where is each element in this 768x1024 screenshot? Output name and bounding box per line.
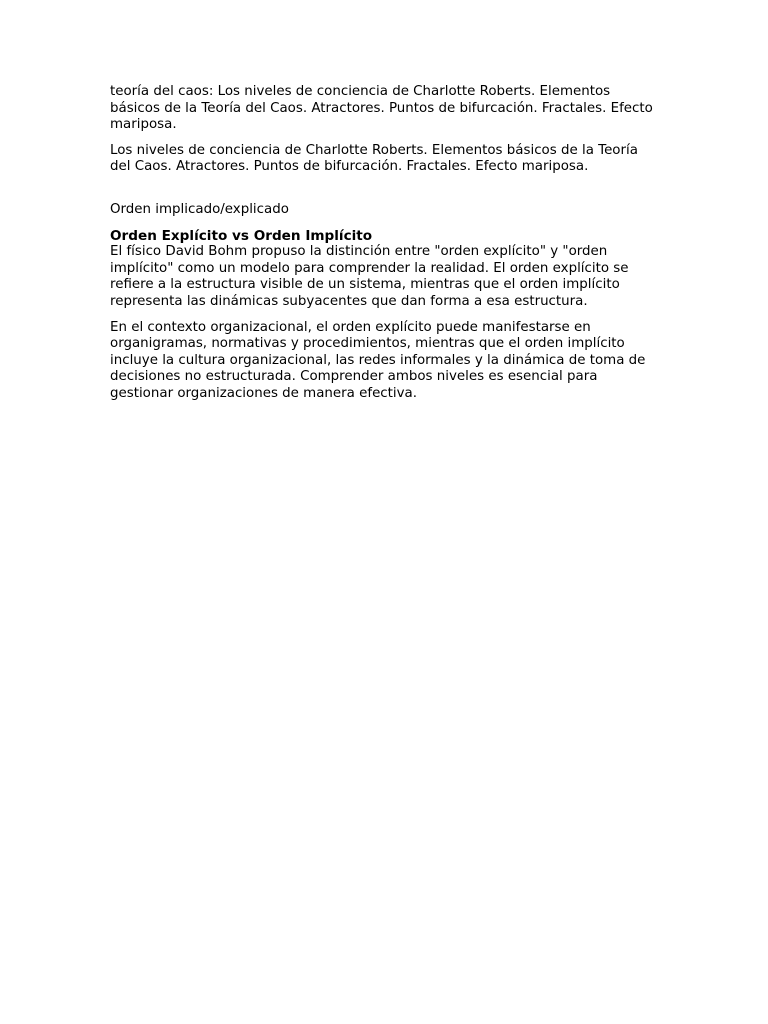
summary-paragraph: Los niveles de conciencia de Charlotte Roberts. Elementos básicos de la Teoría del Caos. Atractores. Puntos de bifurcación. Fractales. Efecto mariposa. [110,142,638,175]
bohm-paragraph: El físico David Bohm propuso la distinción entre "orden explícito" y "orden implícito" como un modelo para comprender la realidad. El orden explícito se refiere a la estructura visible de un sistema, mientras que el orden implícito representa las dinámicas subyacentes que dan forma a esa estructura. [110,244,629,309]
spacer [110,185,658,202]
subheading: Orden implicado/explicado [110,201,289,217]
intro-paragraph: teoría del caos: Los niveles de conciencia de Charlotte Roberts. Elementos básicos de la Teoría del Caos. Atractores. Puntos de bifurcación. Fractales. Efecto mariposa. [110,84,653,133]
document-page [110,84,658,412]
section-title: Orden Explícito vs Orden Implícito [110,227,373,244]
organizational-paragraph: En el contexto organizacional, el orden explícito puede manifestarse en organigramas, normativas y procedimientos, mientras que el orden implícito incluye la cultura organizacional, las redes informales y la dinámica de toma de decisiones no estructurada. Comprender ambos niveles es esencial para gestionar organizaciones de manera efectiva. [110,319,646,401]
